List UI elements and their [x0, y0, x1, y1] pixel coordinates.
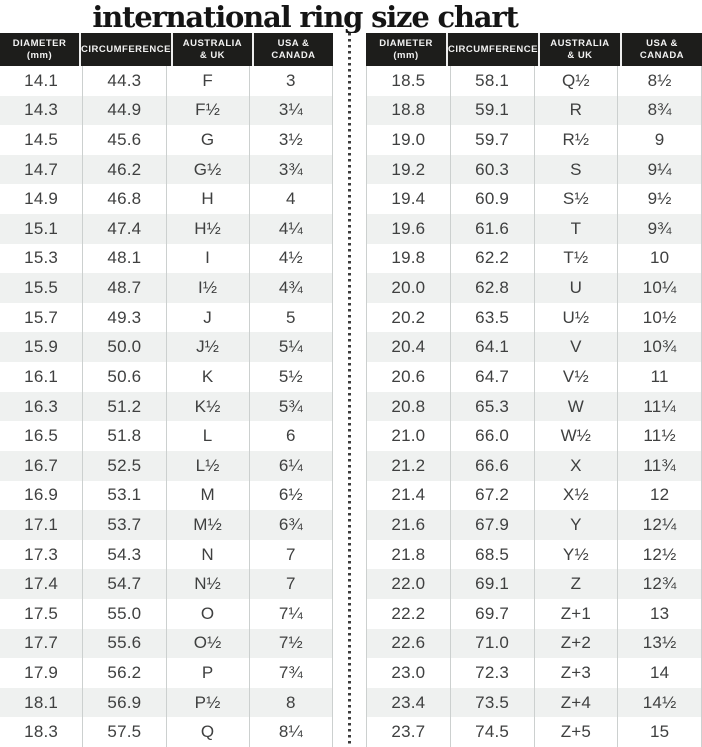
table-row: [366, 658, 702, 688]
table-cell: 55.6: [83, 629, 166, 659]
table-cell: Z+4: [535, 688, 619, 718]
table-cell: T½: [535, 244, 619, 274]
table-cell: 22.6: [366, 629, 451, 659]
table-cell: 14.9: [0, 184, 83, 214]
table-cell: 17.9: [0, 658, 83, 688]
table-cell: 18.5: [366, 66, 451, 96]
table-cell: H½: [167, 214, 250, 244]
table-cell: I½: [167, 273, 250, 303]
table-cell: 46.8: [83, 184, 166, 214]
column-header: [79, 33, 171, 66]
column-header: [446, 33, 538, 66]
table-row: [0, 125, 333, 155]
table-cell: 59.7: [451, 125, 535, 155]
table-cell: R: [535, 96, 619, 126]
table-cell: 69.7: [451, 599, 535, 629]
table-cell: 19.2: [366, 155, 451, 185]
table-cell: 10½: [618, 303, 702, 333]
table-cell: 53.7: [83, 510, 166, 540]
table-row: [0, 540, 333, 570]
table-cell: 11¼: [618, 392, 702, 422]
table-row: [0, 66, 333, 96]
table-cell: 56.9: [83, 688, 166, 718]
table-cell: 66.6: [451, 451, 535, 481]
table-cell: 11¾: [618, 451, 702, 481]
table-cell: Y½: [535, 540, 619, 570]
table-cell: 23.4: [366, 688, 451, 718]
table-cell: 5¾: [250, 392, 333, 422]
table-cell: 49.3: [83, 303, 166, 333]
table-cell: 20.6: [366, 362, 451, 392]
table-cell: I: [167, 244, 250, 274]
table-cell: 14.7: [0, 155, 83, 185]
table-row: [0, 717, 333, 747]
table-cell: 55.0: [83, 599, 166, 629]
column-header-line1: CIRCUMFERENCE: [448, 43, 538, 55]
table-cell: 3½: [250, 125, 333, 155]
table-cell: 20.0: [366, 273, 451, 303]
table-cell: 53.1: [83, 481, 166, 511]
table-cell: 7: [250, 569, 333, 599]
table-cell: 14.5: [0, 125, 83, 155]
table-cell: 18.3: [0, 717, 83, 747]
table-cell: 71.0: [451, 629, 535, 659]
table-cell: 62.2: [451, 244, 535, 274]
table-cell: L½: [167, 451, 250, 481]
table-cell: 67.9: [451, 510, 535, 540]
table-row: [0, 629, 333, 659]
table-row: [366, 362, 702, 392]
table-cell: 52.5: [83, 451, 166, 481]
table-cell: F: [167, 66, 250, 96]
table-cell: 3¾: [250, 155, 333, 185]
table-cell: 14½: [618, 688, 702, 718]
table-cell: K: [167, 362, 250, 392]
table-cell: 16.7: [0, 451, 83, 481]
table-cell: 54.7: [83, 569, 166, 599]
table-cell: 11: [618, 362, 702, 392]
table-cell: 5½: [250, 362, 333, 392]
table-cell: 48.1: [83, 244, 166, 274]
table-row: [366, 481, 702, 511]
table-cell: 22.0: [366, 569, 451, 599]
table-cell: 15.7: [0, 303, 83, 333]
table-body: [366, 66, 702, 747]
table-row: [366, 155, 702, 185]
table-cell: 61.6: [451, 214, 535, 244]
table-header-row: [0, 33, 333, 66]
table-cell: 7¼: [250, 599, 333, 629]
table-cell: 12½: [618, 540, 702, 570]
table-cell: 9¾: [618, 214, 702, 244]
table-row: [0, 658, 333, 688]
table-cell: 12¼: [618, 510, 702, 540]
dotted-divider-line: [348, 33, 351, 747]
table-cell: 63.5: [451, 303, 535, 333]
table-row: [0, 362, 333, 392]
table-row: [0, 184, 333, 214]
table-cell: R½: [535, 125, 619, 155]
table-cell: 5: [250, 303, 333, 333]
table-cell: J½: [167, 332, 250, 362]
column-header-line2: & UK: [199, 49, 226, 61]
table-cell: Z+2: [535, 629, 619, 659]
table-cell: 10: [618, 244, 702, 274]
table-cell: 45.6: [83, 125, 166, 155]
chart-area: [0, 33, 702, 747]
table-row: [0, 273, 333, 303]
table-cell: 8½: [618, 66, 702, 96]
table-row: [366, 688, 702, 718]
table-row: [366, 273, 702, 303]
table-row: [366, 599, 702, 629]
table-cell: 6: [250, 421, 333, 451]
table-cell: 8¼: [250, 717, 333, 747]
table-cell: 20.2: [366, 303, 451, 333]
table-cell: 10¾: [618, 332, 702, 362]
table-cell: 4½: [250, 244, 333, 274]
column-header-line1: USA &: [646, 37, 678, 49]
column-header-line2: CANADA: [639, 49, 685, 61]
table-cell: 18.1: [0, 688, 83, 718]
table-header-row: [366, 33, 702, 66]
table-row: [0, 451, 333, 481]
table-cell: 9½: [618, 184, 702, 214]
column-header: [171, 33, 252, 66]
column-header-line1: USA &: [277, 37, 310, 49]
table-cell: Q: [167, 717, 250, 747]
table-cell: 15.3: [0, 244, 83, 274]
column-header: [366, 33, 446, 66]
table-cell: 13: [618, 599, 702, 629]
table-cell: 19.0: [366, 125, 451, 155]
ring-size-table-right: [366, 33, 702, 747]
table-cell: O: [167, 599, 250, 629]
table-row: [366, 421, 702, 451]
table-row: [366, 66, 702, 96]
table-cell: 19.6: [366, 214, 451, 244]
table-cell: Z: [535, 569, 619, 599]
table-cell: 12: [618, 481, 702, 511]
table-cell: K½: [167, 392, 250, 422]
table-cell: X: [535, 451, 619, 481]
table-cell: 60.9: [451, 184, 535, 214]
table-cell: 46.2: [83, 155, 166, 185]
table-cell: 44.9: [83, 96, 166, 126]
table-cell: 59.1: [451, 96, 535, 126]
table-cell: 15.5: [0, 273, 83, 303]
column-header-line2: & UK: [567, 49, 593, 61]
table-cell: S½: [535, 184, 619, 214]
table-cell: 13½: [618, 629, 702, 659]
table-cell: O½: [167, 629, 250, 659]
table-cell: 15.9: [0, 332, 83, 362]
table-cell: 62.8: [451, 273, 535, 303]
column-header: [252, 33, 333, 66]
table-row: [366, 332, 702, 362]
table-body: [0, 66, 333, 747]
table-cell: W: [535, 392, 619, 422]
table-cell: 64.1: [451, 332, 535, 362]
table-cell: Q½: [535, 66, 619, 96]
table-row: [366, 125, 702, 155]
table-row: [0, 96, 333, 126]
table-cell: 16.9: [0, 481, 83, 511]
table-cell: 18.8: [366, 96, 451, 126]
dotted-divider: [333, 33, 366, 747]
table-row: [366, 540, 702, 570]
table-cell: 17.5: [0, 599, 83, 629]
table-cell: Z+3: [535, 658, 619, 688]
table-cell: 7¾: [250, 658, 333, 688]
table-cell: X½: [535, 481, 619, 511]
table-cell: 22.2: [366, 599, 451, 629]
column-header-line1: DIAMETER: [379, 37, 433, 49]
table-cell: 50.0: [83, 332, 166, 362]
table-cell: 11½: [618, 421, 702, 451]
table-cell: 4¾: [250, 273, 333, 303]
table-row: [0, 569, 333, 599]
table-row: [366, 510, 702, 540]
table-row: [366, 629, 702, 659]
table-cell: 66.0: [451, 421, 535, 451]
table-cell: 17.7: [0, 629, 83, 659]
table-row: [366, 244, 702, 274]
table-cell: 14.1: [0, 66, 83, 96]
table-row: [0, 214, 333, 244]
table-cell: V: [535, 332, 619, 362]
table-cell: 14.3: [0, 96, 83, 126]
table-cell: 15: [618, 717, 702, 747]
table-cell: 56.2: [83, 658, 166, 688]
table-cell: W½: [535, 421, 619, 451]
table-cell: G½: [167, 155, 250, 185]
table-cell: Z+1: [535, 599, 619, 629]
table-cell: 20.8: [366, 392, 451, 422]
table-cell: U½: [535, 303, 619, 333]
table-cell: 6¼: [250, 451, 333, 481]
table-cell: 47.4: [83, 214, 166, 244]
table-cell: Z+5: [535, 717, 619, 747]
table-cell: 23.0: [366, 658, 451, 688]
table-row: [366, 569, 702, 599]
table-cell: S: [535, 155, 619, 185]
table-cell: 17.3: [0, 540, 83, 570]
table-row: [0, 332, 333, 362]
table-row: [0, 481, 333, 511]
table-cell: 16.1: [0, 362, 83, 392]
table-cell: 3: [250, 66, 333, 96]
table-cell: 68.5: [451, 540, 535, 570]
table-cell: 8: [250, 688, 333, 718]
table-row: [366, 451, 702, 481]
table-cell: M: [167, 481, 250, 511]
column-header-line2: (mm): [26, 49, 53, 61]
table-cell: N: [167, 540, 250, 570]
table-cell: 17.1: [0, 510, 83, 540]
table-cell: V½: [535, 362, 619, 392]
table-cell: G: [167, 125, 250, 155]
table-cell: 57.5: [83, 717, 166, 747]
table-row: [366, 717, 702, 747]
column-header-line1: AUSTRALIA: [182, 37, 243, 49]
table-cell: U: [535, 273, 619, 303]
table-cell: 7: [250, 540, 333, 570]
table-row: [366, 214, 702, 244]
column-header-line1: AUSTRALIA: [550, 37, 610, 49]
table-cell: 72.3: [451, 658, 535, 688]
table-cell: 73.5: [451, 688, 535, 718]
table-row: [0, 155, 333, 185]
page-title: international ring size chart: [92, 0, 518, 33]
table-cell: 6½: [250, 481, 333, 511]
table-cell: 60.3: [451, 155, 535, 185]
table-cell: 16.5: [0, 421, 83, 451]
table-row: [366, 392, 702, 422]
column-header-line2: CANADA: [271, 49, 316, 61]
table-cell: 50.6: [83, 362, 166, 392]
table-cell: P: [167, 658, 250, 688]
table-cell: 51.2: [83, 392, 166, 422]
table-cell: J: [167, 303, 250, 333]
column-header-line2: (mm): [393, 49, 419, 61]
table-cell: 69.1: [451, 569, 535, 599]
table-row: [366, 184, 702, 214]
table-row: [0, 303, 333, 333]
column-header: [538, 33, 620, 66]
table-row: [0, 688, 333, 718]
table-cell: L: [167, 421, 250, 451]
table-cell: 21.8: [366, 540, 451, 570]
table-cell: 6¾: [250, 510, 333, 540]
table-cell: 19.8: [366, 244, 451, 274]
column-header: [0, 33, 79, 66]
table-cell: T: [535, 214, 619, 244]
table-row: [366, 96, 702, 126]
table-cell: 16.3: [0, 392, 83, 422]
table-cell: 54.3: [83, 540, 166, 570]
table-cell: 21.0: [366, 421, 451, 451]
table-cell: 14: [618, 658, 702, 688]
table-cell: 64.7: [451, 362, 535, 392]
table-cell: 7½: [250, 629, 333, 659]
table-row: [0, 421, 333, 451]
table-cell: 23.7: [366, 717, 451, 747]
table-row: [0, 244, 333, 274]
table-cell: 58.1: [451, 66, 535, 96]
table-cell: M½: [167, 510, 250, 540]
column-header-line1: DIAMETER: [12, 37, 67, 49]
table-cell: 17.4: [0, 569, 83, 599]
table-cell: 15.1: [0, 214, 83, 244]
table-cell: 21.4: [366, 481, 451, 511]
table-row: [0, 392, 333, 422]
table-cell: N½: [167, 569, 250, 599]
table-cell: 44.3: [83, 66, 166, 96]
table-cell: 20.4: [366, 332, 451, 362]
table-cell: 4¼: [250, 214, 333, 244]
table-cell: 51.8: [83, 421, 166, 451]
table-cell: F½: [167, 96, 250, 126]
table-cell: 10¼: [618, 273, 702, 303]
table-cell: 21.2: [366, 451, 451, 481]
table-cell: 3¼: [250, 96, 333, 126]
table-row: [366, 303, 702, 333]
table-cell: 65.3: [451, 392, 535, 422]
table-cell: 74.5: [451, 717, 535, 747]
table-row: [0, 599, 333, 629]
table-cell: P½: [167, 688, 250, 718]
ring-size-table-left: [0, 33, 333, 747]
table-cell: 12¾: [618, 569, 702, 599]
table-cell: 8¾: [618, 96, 702, 126]
table-cell: H: [167, 184, 250, 214]
column-header-line1: CIRCUMFERENCE: [81, 43, 171, 55]
table-cell: 21.6: [366, 510, 451, 540]
table-row: [0, 510, 333, 540]
table-cell: 67.2: [451, 481, 535, 511]
table-cell: Y: [535, 510, 619, 540]
table-cell: 4: [250, 184, 333, 214]
table-cell: 19.4: [366, 184, 451, 214]
table-cell: 48.7: [83, 273, 166, 303]
table-cell: 5¼: [250, 332, 333, 362]
table-cell: 9: [618, 125, 702, 155]
column-header: [620, 33, 702, 66]
table-cell: 9¼: [618, 155, 702, 185]
